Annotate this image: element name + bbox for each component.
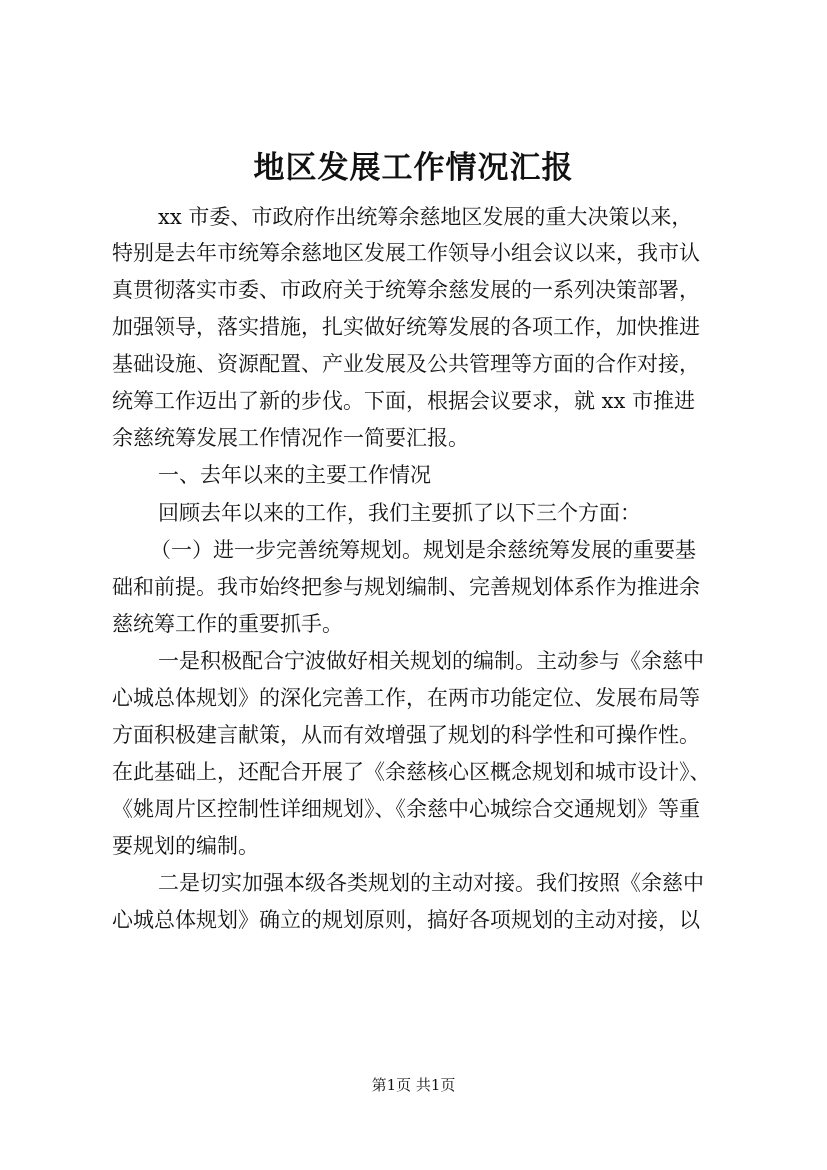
body-line: xx 市委、市政府作出统筹余慈地区发展的重大决策以来， [158, 205, 693, 229]
body-line: 回顾去年以来的工作，我们主要抓了以下三个方面： [158, 501, 641, 525]
body-line: 心城总体规划》的深化完善工作，在两市功能定位、发展布局等 [112, 686, 700, 710]
body-line: 慈统筹工作的重要抓手。 [112, 612, 343, 636]
page-footer: 第1页 共1页 [371, 1076, 456, 1094]
body-line: 真贯彻落实市委、市政府关于统筹余慈发展的一系列决策部署， [112, 278, 700, 302]
body-line: 加强领导，落实措施，扎实做好统筹发展的各项工作，加快推进 [112, 315, 700, 339]
body-line: 在此基础上，还配合开展了《余慈核心区概念规划和城市设计》、 [112, 760, 711, 784]
body-line: 余慈统筹发展工作情况作一简要汇报。 [112, 426, 469, 450]
body-line: 统筹工作迈出了新的步伐。下面，根据会议要求，就 xx 市推进 [112, 389, 696, 413]
body-line: 要规划的编制。 [112, 834, 259, 858]
body-line: 二是切实加强本级各类规划的主动对接。我们按照《余慈中 [158, 871, 704, 895]
body-line: 础和前提。我市始终把参与规划编制、完善规划体系作为推进余 [112, 575, 700, 599]
section-heading: 一、去年以来的主要工作情况 [158, 463, 431, 487]
body-line: 心城总体规划》确立的规划原则，搞好各项规划的主动对接，以 [112, 908, 700, 932]
body-line: 基础设施、资源配置、产业发展及公共管理等方面的合作对接， [112, 352, 700, 376]
document-title: 地区发展工作情况汇报 [253, 150, 574, 186]
body-line: 特别是去年市统筹余慈地区发展工作领导小组会议以来，我市认 [112, 241, 700, 265]
body-line: 一是积极配合宁波做好相关规划的编制。主动参与《余慈中 [158, 649, 704, 673]
body-line: 《姚周片区控制性详细规划》、《余慈中心城综合交通规划》等重 [112, 797, 700, 821]
body-line: 方面积极建言献策，从而有效增强了规划的科学性和可操作性。 [112, 723, 700, 747]
subsection-heading: （一）进一步完善统筹规划。规划是余慈统筹发展的重要基 [150, 538, 696, 562]
